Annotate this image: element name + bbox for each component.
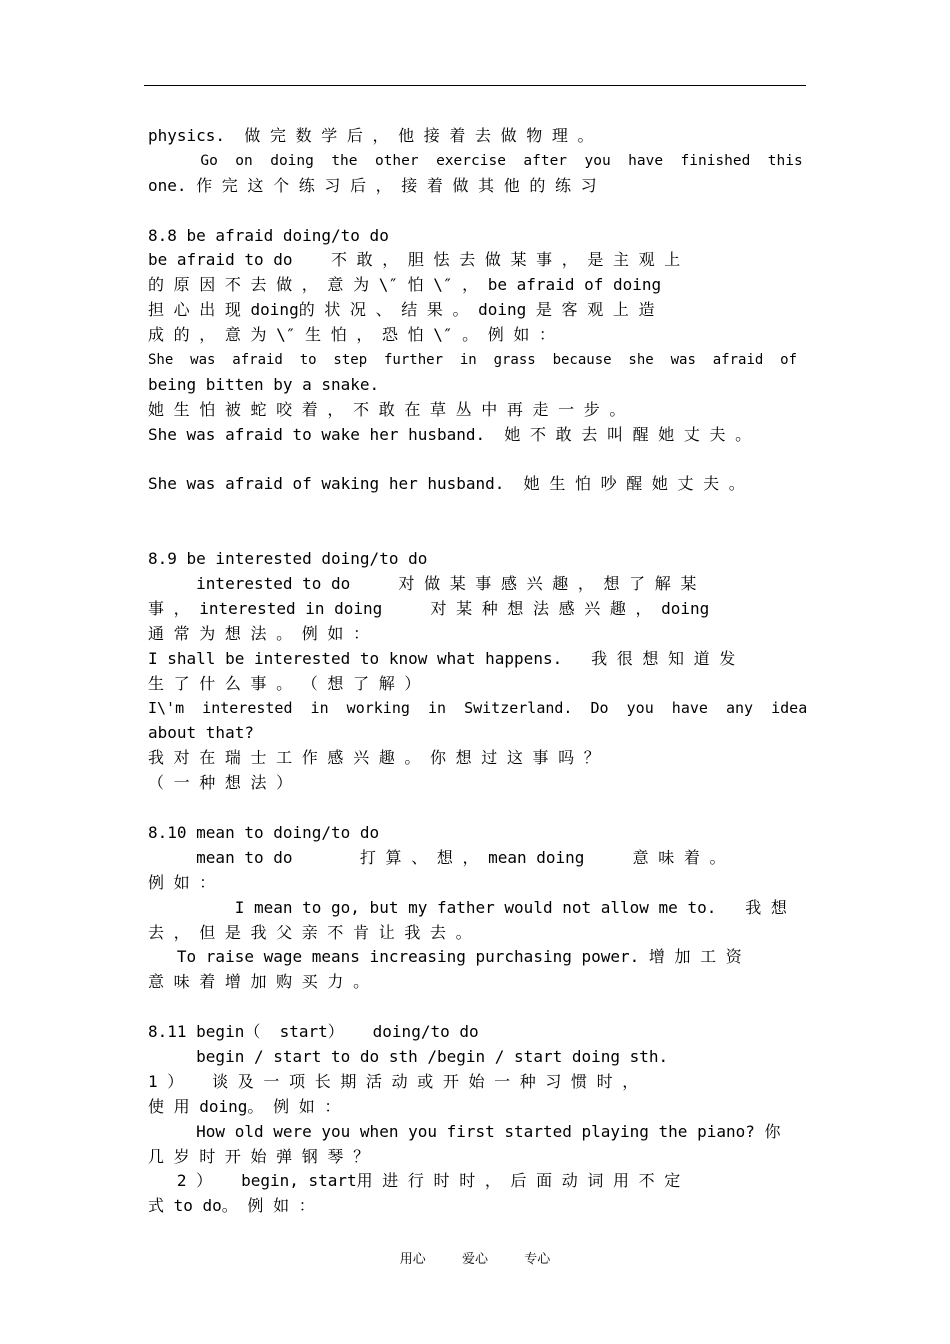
text-line: 使 用 doing。 例 如 ：: [148, 1096, 341, 1116]
text-line: （ 一 种 想 法 ）: [148, 773, 293, 793]
text-line: physics. 做 完 数 学 后 ， 他 接 着 去 做 物 理 。: [148, 126, 594, 145]
text-line: 成 的 ， 意 为 \″ 生 怕 ， 恐 怕 \″ 。 例 如 ：: [148, 325, 556, 345]
text-line: I shall be interested to know what happens. 我 很 想 知 道 发: [148, 648, 736, 668]
header-rule: [144, 85, 806, 86]
text-line: be afraid to do 不 敢 ， 胆 怯 去 做 某 事 ， 是 主 观 上: [148, 250, 681, 270]
document-body: [148, 124, 812, 1219]
text-line: I\'m interested in working in Switzerland. Do you have any idea: [148, 699, 808, 718]
text-line: 生 了 什 么 事 。 （ 想 了 解 ）: [148, 673, 421, 693]
text-line: 她 生 怕 被 蛇 咬 着 ， 不 敢 在 草 丛 中 再 走 一 步 。: [148, 399, 626, 419]
text-line: Go on doing the other exercise after you have finished this: [148, 152, 803, 169]
text-line: 通 常 为 想 法 。 例 如 ：: [148, 623, 370, 643]
blank-line: [148, 448, 812, 473]
blank-line: [148, 796, 812, 821]
page-footer: 用心 爱心 专心: [399, 1252, 551, 1267]
text-line: 我 对 在 瑞 士 工 作 感 兴 趣 。 你 想 过 这 事 吗 ？: [148, 748, 600, 768]
text-line: interested to do 对 做 某 事 感 兴 趣 ， 想 了 解 某: [148, 574, 697, 594]
text-line: 式 to do。 例 如 ：: [148, 1196, 315, 1216]
blank-line: [148, 995, 812, 1020]
text-line: being bitten by a snake.: [148, 374, 380, 394]
text-line: 1 ） 谈 及 一 项 长 期 活 动 或 开 始 一 种 习 惯 时 ，: [148, 1071, 639, 1091]
text-line: 意 味 着 增 加 购 买 力 。: [148, 972, 370, 992]
section-heading-8-9: 8.9 be interested doing/to do: [148, 549, 428, 569]
text-line: 例 如 ：: [148, 872, 216, 892]
text-line: 的 原 因 不 去 做 ， 意 为 \″ 怕 \″ ， be afraid of doing: [148, 275, 662, 295]
text-line: To raise wage means increasing purchasing power. 增 加 工 资: [148, 947, 742, 967]
text-line: She was afraid to wake her husband. 她 不 敢 去 叫 醒 她 丈 夫 。: [148, 424, 752, 444]
text-line: 担 心 出 现 doing的 状 况 、 结 果 。 doing 是 客 观 上 造: [148, 300, 655, 320]
section-heading-8-10: 8.10 mean to doing/to do: [148, 822, 380, 842]
text-line: 事 ， interested in doing 对 某 种 想 法 感 兴 趣 ， doing: [148, 598, 710, 618]
text-line: mean to do 打 算 、 想 ， mean doing 意 味 着 。: [148, 847, 726, 867]
blank-line: [148, 522, 812, 547]
text-line: one. 作 完 这 个 练 习 后 ， 接 着 做 其 他 的 练 习: [148, 175, 597, 195]
text-line: She was afraid of waking her husband. 她 生 怕 吵 醒 她 丈 夫 。: [148, 474, 745, 494]
text-line: begin / start to do sth /begin / start doing sth.: [148, 1046, 669, 1066]
text-line: She was afraid to step further in grass because she was afraid of: [148, 352, 798, 369]
section-heading-8-11: 8.11 begin（ start） doing/to do: [148, 1022, 479, 1042]
section-heading-8-8: 8.8 be afraid doing/to do: [148, 225, 389, 245]
text-line: 几 岁 时 开 始 弹 钢 琴 ？: [148, 1146, 370, 1166]
text-line: 2 ） begin, start用 进 行 时 时 ， 后 面 动 词 用 不 定: [148, 1171, 681, 1191]
text-line: How old were you when you first started playing the piano? 你: [148, 1121, 781, 1141]
text-line: 去 ， 但 是 我 父 亲 不 肯 让 我 去 。: [148, 922, 472, 942]
text-line: I mean to go, but my father would not allow me to. 我 想: [148, 897, 787, 917]
blank-line: [148, 497, 812, 522]
text-line: about that?: [148, 723, 254, 743]
blank-line: [148, 199, 812, 224]
